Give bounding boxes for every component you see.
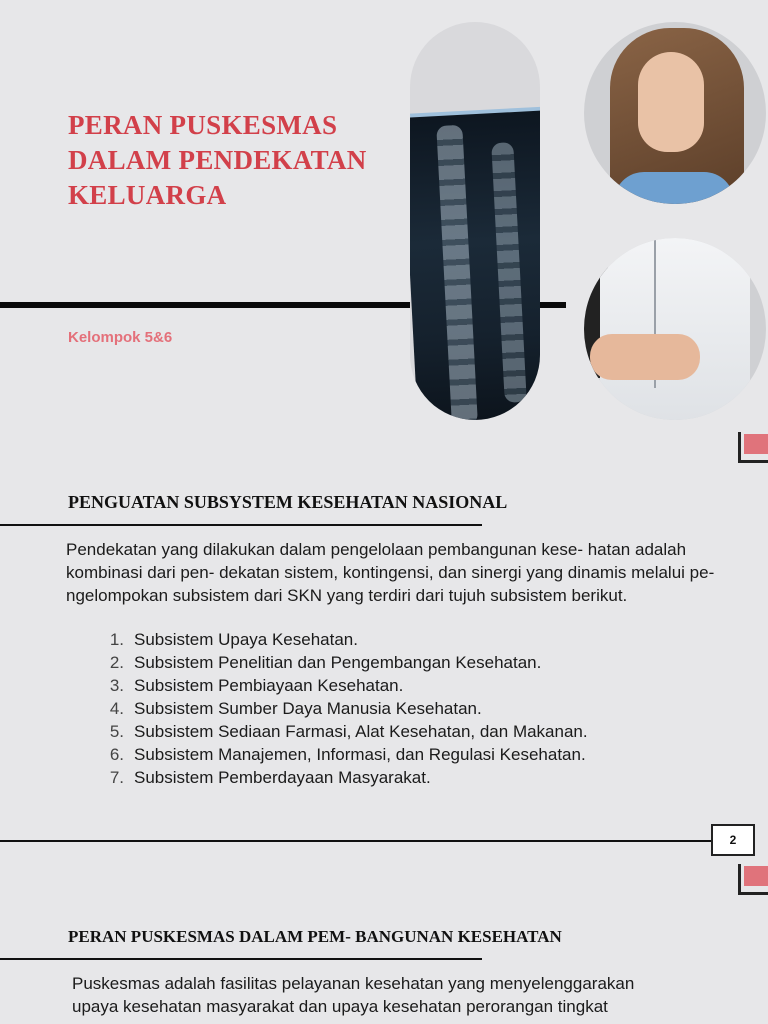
list-item — [94, 720, 734, 743]
xray-image — [410, 22, 540, 420]
group-subtitle: Kelompok 5&6 — [68, 329, 173, 346]
heading-underline — [0, 958, 482, 960]
heading-underline — [0, 524, 482, 526]
list-text: Subsistem Sumber Daya Manusia Kesehatan. — [134, 699, 482, 718]
portrait-face — [638, 52, 704, 152]
list-item — [94, 651, 734, 674]
list-text: Subsistem Pembiayaan Kesehatan. — [134, 676, 404, 695]
doctor-portrait-image — [584, 22, 766, 204]
list-text: Subsistem Pemberdayaan Masyarakat. — [134, 768, 431, 787]
content-slide-puskesmas — [0, 864, 768, 1024]
title-line: DALAM PENDEKATAN — [68, 145, 367, 175]
paragraph-line: upaya kesehatan masyarakat dan upaya kesehatan perorangan tingkat — [72, 997, 608, 1016]
list-number: 3. — [109, 676, 124, 695]
title-line: KELUARGA — [68, 180, 227, 210]
list-item — [94, 697, 734, 720]
list-text: Subsistem Upaya Kesehatan. — [134, 630, 358, 649]
presentation-title — [68, 108, 408, 213]
lab-coat — [600, 238, 750, 420]
hand — [590, 334, 700, 380]
list-text: Subsistem Manajemen, Informasi, dan Regulasi Kesehatan. — [134, 745, 586, 764]
section-heading: PENGUATAN SUBSYSTEM KESEHATAN NASIONAL — [68, 492, 508, 512]
list-number: 4. — [109, 699, 124, 718]
list-text: Subsistem Sediaan Farmasi, Alat Kesehatan, dan Makanan. — [134, 722, 588, 741]
list-number: 6. — [109, 745, 124, 764]
footer-rule — [0, 840, 712, 842]
body-paragraph — [72, 972, 752, 1018]
accent-tab — [744, 866, 768, 886]
body-paragraph: Pendekatan yang dilakukan dalam pengelolaan pembangunan kese- hatan adalah kombinasi dari pen- dekatan sistem, kontingensi, dan sinergi yang dinamis melalui pe- ngelompokan subsistem dari SKN yang terdiri dari tujuh subsistem berikut. — [66, 540, 715, 605]
content-slide-skn — [0, 432, 768, 864]
paragraph-line: Puskesmas adalah fasilitas pelayanan kesehatan yang menyelenggarakan — [72, 974, 635, 993]
title-slide — [0, 0, 768, 432]
page-number: 2 — [711, 824, 755, 856]
doctor-coat-image — [584, 238, 766, 420]
list-number: 7. — [109, 768, 124, 787]
title-line: PERAN PUSKESMAS — [68, 110, 338, 140]
list-item — [94, 628, 734, 651]
section-heading: PERAN PUSKESMAS DALAM PEM- BANGUNAN KESEHATAN — [68, 927, 562, 946]
list-item — [94, 743, 734, 766]
list-number: 1. — [109, 630, 124, 649]
portrait-scrubs — [614, 172, 734, 204]
list-number: 5. — [109, 722, 124, 741]
list-number: 2. — [109, 653, 124, 672]
list-text: Subsistem Penelitian dan Pengembangan Kesehatan. — [134, 653, 542, 672]
list-item — [94, 674, 734, 697]
xray-film — [410, 111, 540, 420]
list-item — [94, 766, 734, 789]
accent-tab — [744, 434, 768, 454]
subsystem-list — [94, 628, 734, 789]
